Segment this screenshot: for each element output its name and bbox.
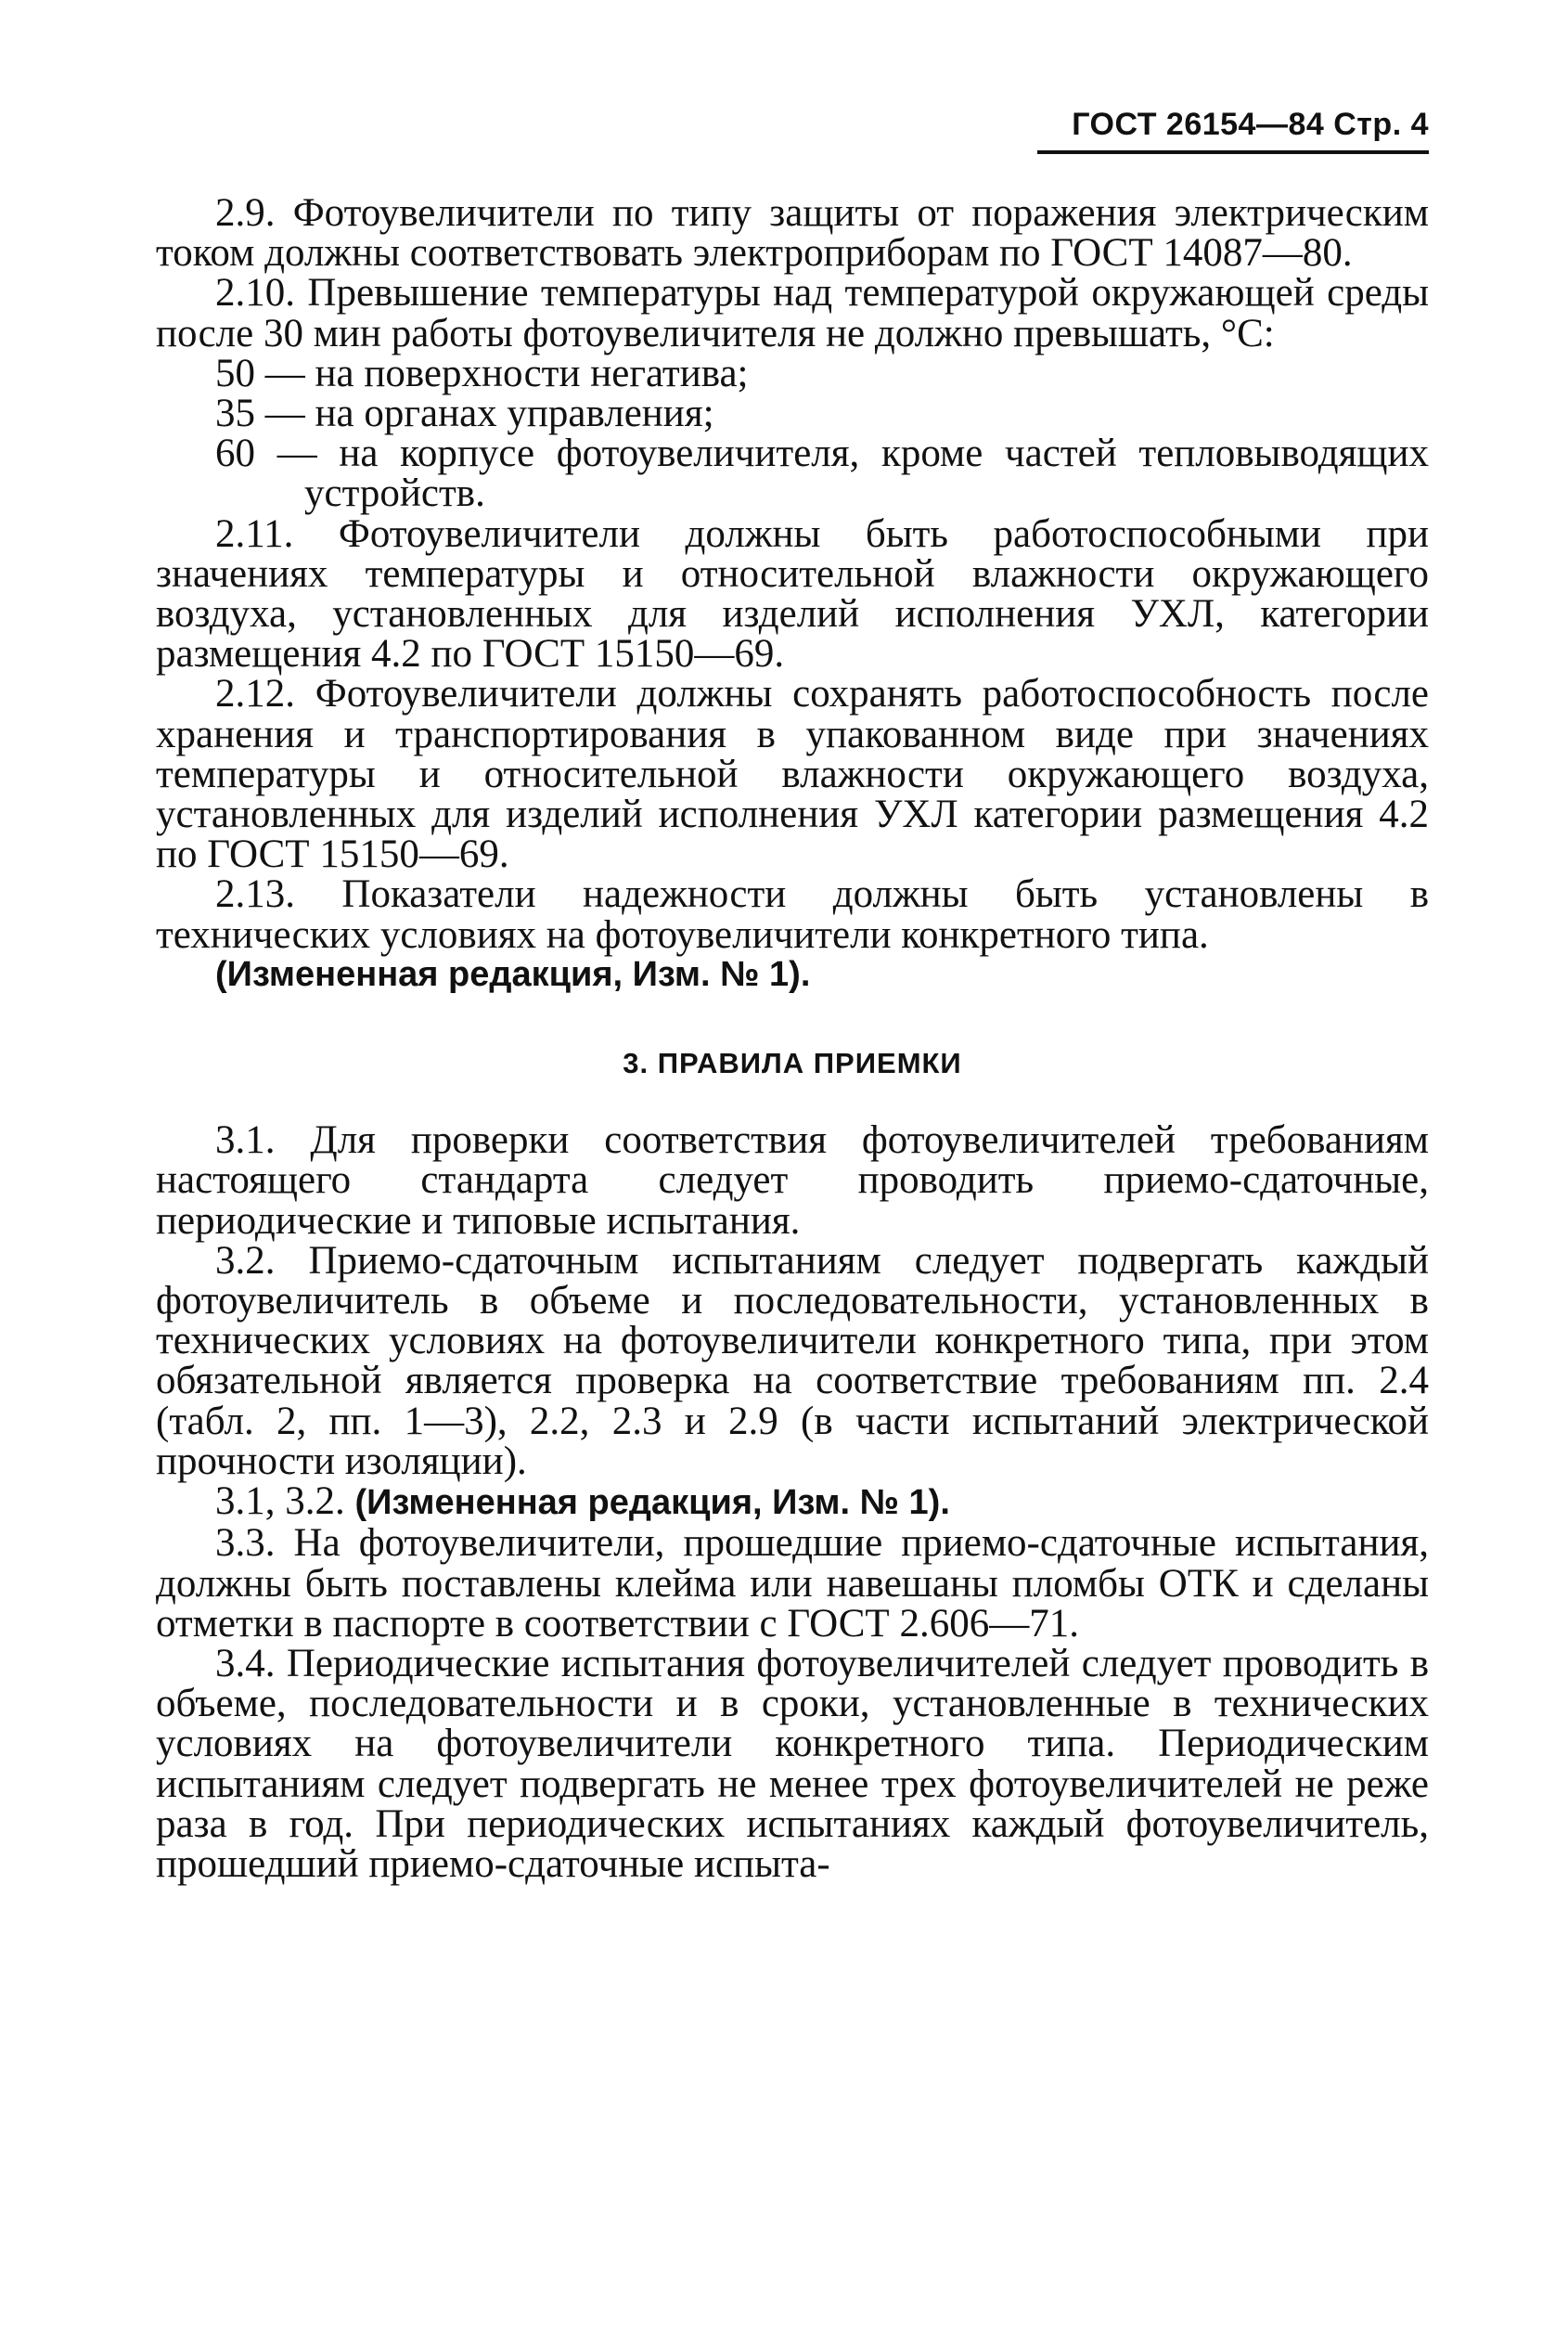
paragraph-2-13: 2.13. Показатели надежности должны быть установлены в технических условиях на фотоувеличители конкретного типа.	[156, 872, 1429, 957]
amendment-note-1: (Измененная редакция, Изм. № 1).	[215, 954, 811, 994]
page-header: ГОСТ 26154—84 Стр. 4	[1037, 104, 1429, 154]
paragraph-2-12: 2.12. Фотоувеличители должны сохранять работоспособность после хранения и транспортирования в упакованном виде при значениях температуры и относительной влажности окружающего воздуха, установленных для изделий исполнения УХЛ категории размещения 4.2 по ГОСТ 15150—69.	[156, 672, 1429, 877]
paragraph-2-9: 2.9. Фотоувеличители по типу защиты от поражения электрическим током должны соответствовать электроприборам по ГОСТ 14087—80.	[156, 191, 1429, 276]
paragraph-3-4: 3.4. Периодические испытания фотоувеличителей следует проводить в объеме, последовательности и в сроки, установленные в технических условиях на фотоувеличители конкретного типа. Периодическим испытаниям следует подвергать не менее трех фотоувеличителей не реже раза в год. При периодических испытаниях каждый фотоувеличитель, прошедший приемо-сдаточные испыта-	[156, 1641, 1429, 1886]
list-item-60: 60 — на корпусе фотоувеличителя, кроме частей тепловыводящих устройств.	[215, 432, 1429, 516]
document-body	[156, 193, 1429, 1884]
paragraph-2-11: 2.11. Фотоувеличители должны быть работоспособными при значениях температуры и относительной влажности окружающего воздуха, установленных для изделий исполнения УХЛ, категории размещения 4.2 по ГОСТ 15150—69.	[156, 511, 1429, 677]
amendment-note-2-text: (Измененная редакция, Изм. № 1).	[354, 1483, 950, 1523]
section-3-title: 3. ПРАВИЛА ПРИЕМКИ	[623, 1047, 962, 1080]
paragraph-2-10: 2.10. Превышение температуры над температурой окружающей среды после 30 мин работы фотоувеличителя не должно превышать, °С:	[156, 271, 1429, 355]
list-item-60-wrapper	[156, 432, 1429, 516]
paragraph-3-2: 3.2. Приемо-сдаточным испытаниям следует подвергать каждый фотоувеличитель в объеме и последовательности, установленных в технических условиях на фотоувеличители конкретного типа, при этом обязательной является проверка на соответствие требованиям пп. 2.4 (табл. 2, пп. 1—3), 2.2, 2.3 и 2.9 (в части испытаний электрической прочности изоляции).	[156, 1238, 1429, 1483]
amendment-note-2-prefix: 3.1, 3.2.	[215, 1479, 345, 1524]
paragraph-3-1: 3.1. Для проверки соответствия фотоувеличителей требованиям настоящего стандарта следует проводить приемо-сдаточные, периодические и типовые испытания.	[156, 1118, 1429, 1243]
list-item-35: 35 — на органах управления;	[215, 392, 714, 436]
paragraph-3-3: 3.3. На фотоувеличители, прошедшие приемо-сдаточные испытания, должны быть поставлены клейма или навешаны пломбы ОТК и сделаны отметки в паспорте в соответствии с ГОСТ 2.606—71.	[156, 1521, 1429, 1646]
amendment-note-2	[156, 1481, 1429, 1523]
list-item-50: 50 — на поверхности негатива;	[215, 351, 749, 395]
